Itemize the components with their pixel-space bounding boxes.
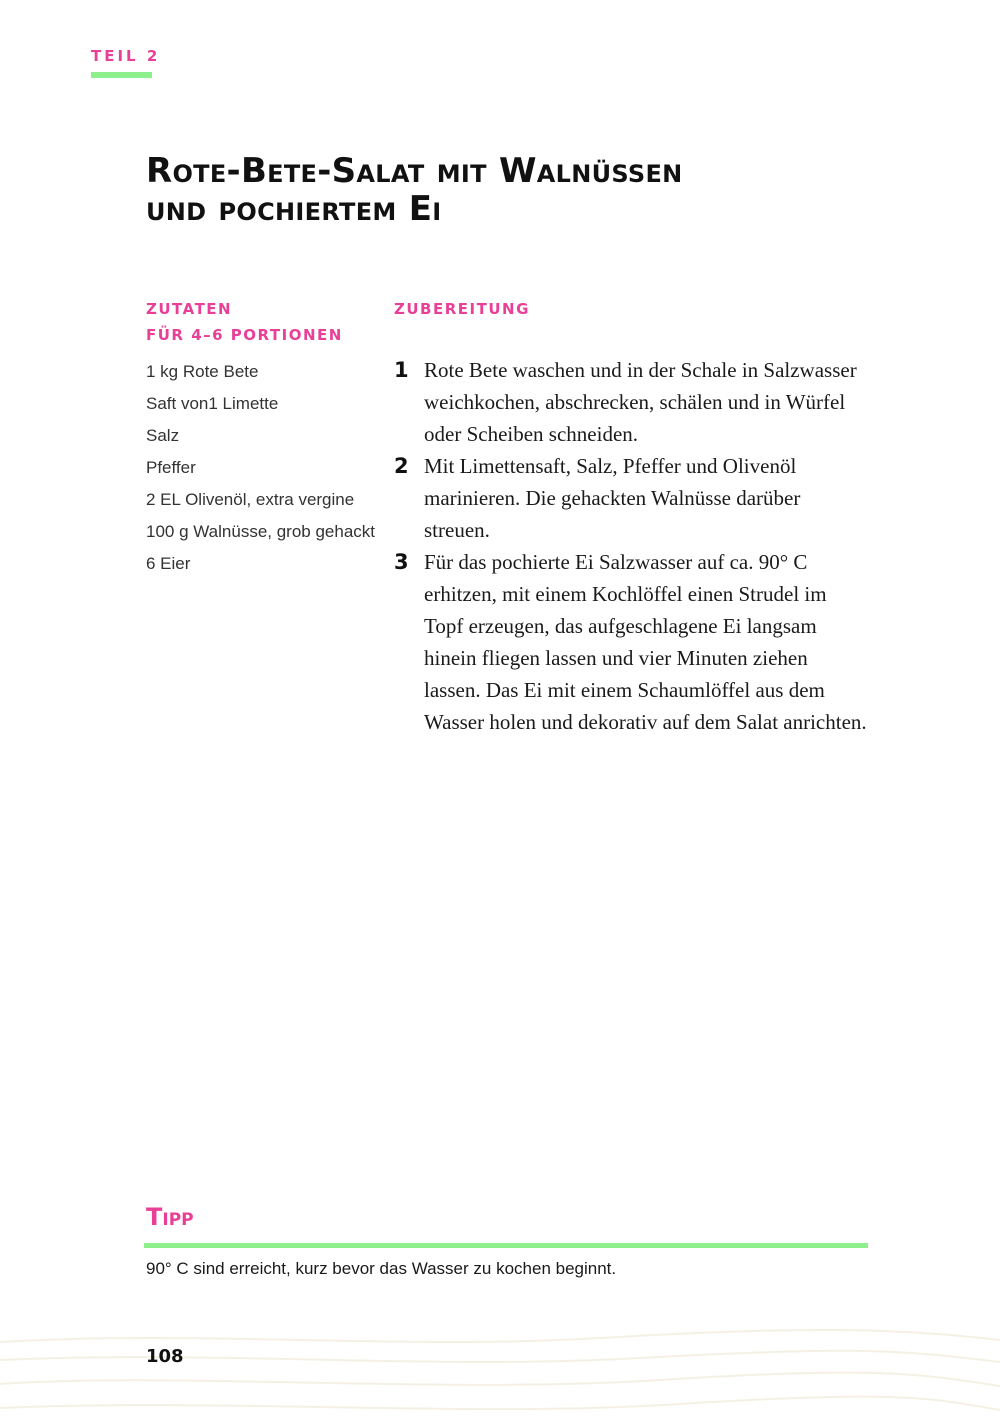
ingredient-item: Salz [146, 426, 180, 445]
step-text: Für das pochierte Ei Salzwasser auf ca. 90° C erhitzen, mit einem Kochlöffel einen Strudel im Topf erzeugen, das aufgeschlagene Ei langsam hinein fliegen lassen und vier Minuten ziehen lassen. Das Ei mit einem Schaumlöffel aus dem Wasser holen und dekorativ auf dem Salat anrichten. [424, 550, 867, 734]
recipe-title-line-2: und pochiertem Ei [146, 189, 442, 229]
page-number: 108 [146, 1346, 184, 1367]
step-number: 1 [394, 358, 409, 382]
ingredient-item: 6 Eier [146, 554, 191, 573]
ingredient-item: Pfeffer [146, 458, 196, 477]
preparation-steps [394, 354, 869, 738]
step-text: Rote Bete waschen und in der Schale in Salzwasser weichkochen, abschrecken, schälen und in Würfel oder Scheiben schneiden. [424, 358, 857, 446]
step-item [394, 546, 869, 738]
tip-accent-bar [144, 1243, 868, 1248]
step-number: 2 [394, 454, 409, 478]
step-number: 3 [394, 550, 409, 574]
section-accent-bar [91, 72, 152, 78]
step-item [394, 450, 869, 546]
preparation-heading: ZUBEREITUNG [394, 300, 530, 318]
section-label: TEIL 2 [91, 47, 161, 65]
ingredients-heading [146, 296, 343, 348]
recipe-title-line-1: Rote-Bete-Salat mit Walnüssen [146, 151, 683, 191]
tip-heading: Tipp [146, 1203, 194, 1231]
ingredient-item: 1 kg Rote Bete [146, 362, 259, 381]
step-text: Mit Limettensaft, Salz, Pfeffer und Olivenöl marinieren. Die gehackten Walnüsse darüber streuen. [424, 454, 801, 542]
step-item [394, 354, 869, 450]
decorative-wave-lines [0, 1320, 1000, 1424]
ingredients-heading-line-2: FÜR 4–6 PORTIONEN [146, 326, 343, 344]
ingredients-list [146, 356, 376, 580]
ingredient-item: 100 g Walnüsse, grob gehackt [146, 522, 376, 541]
tip-text: 90° C sind erreicht, kurz bevor das Wasser zu kochen beginnt. [146, 1259, 617, 1278]
ingredient-item: 2 EL Olivenöl, extra vergine [146, 490, 355, 509]
ingredients-heading-line-1: ZUTATEN [146, 300, 233, 318]
recipe-title [146, 152, 906, 228]
ingredient-item: Saft von1 Limette [146, 394, 279, 413]
